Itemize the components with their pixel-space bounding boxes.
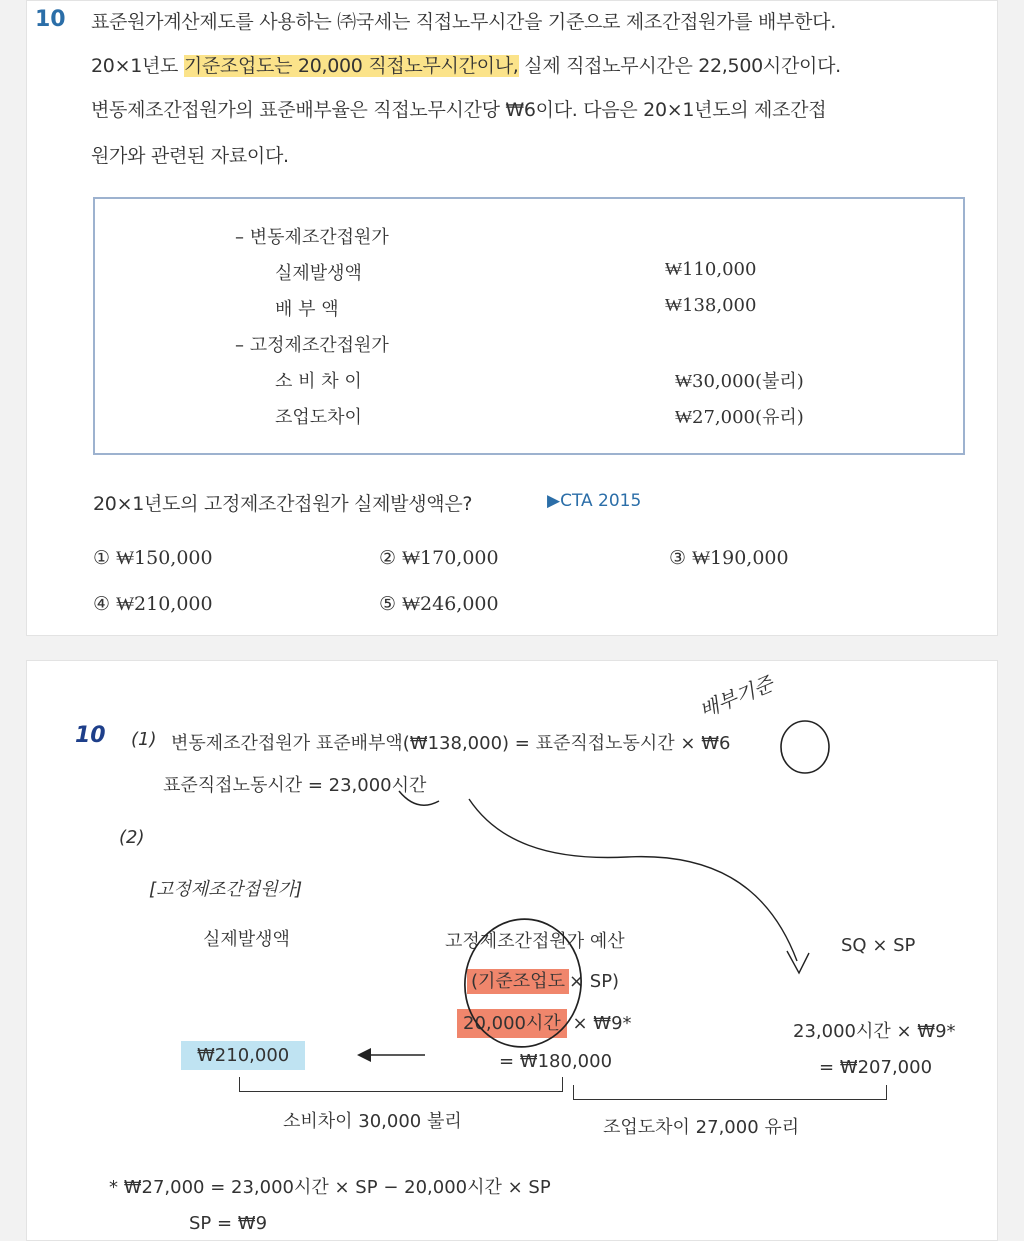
spending-variance-label: 소 비 차 이 <box>275 371 362 392</box>
option-2-value: ₩170,000 <box>402 547 499 569</box>
option-3-value: ₩190,000 <box>692 547 789 569</box>
question-line-4: 원가와 관련된 자료이다. <box>91 145 289 167</box>
highlight-oval-mark <box>457 912 590 1055</box>
option-1-value: ₩150,000 <box>116 547 213 569</box>
spending-variance-value: ₩30,000(불리) <box>675 371 804 392</box>
option-5-marker: ⑤ <box>379 593 397 615</box>
step-1-formula: 변동제조간접원가 표준배부액(₩138,000) = 표준직접노동시간 × ₩6 <box>171 733 731 754</box>
step-2-label: (2) <box>119 827 145 848</box>
question-line-2-end: 실제 직접노무시간은 22,500시간이다. <box>524 55 841 77</box>
variable-actual-value: ₩110,000 <box>665 259 757 280</box>
step-1-label: (1) <box>131 729 157 750</box>
question-line-3: 변동제조간접원가의 표준배부율은 직접노무시간당 ₩6이다. 다음은 20×1년도의 제조간접 <box>91 99 827 121</box>
col-applied-header: SQ × SP <box>841 935 916 956</box>
col-budget-header: 고정제조간접원가 예산 <box>445 931 625 952</box>
option-3-marker: ③ <box>669 547 687 569</box>
option-4-marker: ④ <box>93 593 111 615</box>
answer-card <box>26 660 998 1241</box>
base-hours-highlight-red: 20,000시간 <box>457 1009 567 1038</box>
option-2-marker: ② <box>379 547 397 569</box>
volume-variance-label: 조업도차이 <box>275 407 362 428</box>
base-volume-highlight-red: (기준조업도 <box>467 969 569 994</box>
variable-applied-label: 배 부 액 <box>275 299 339 320</box>
underline-scribble <box>399 791 439 805</box>
handwritten-note: 배부기준 <box>695 671 777 723</box>
base-volume-highlight: 기준조업도는 20,000 직접노무시간이나, <box>183 55 519 77</box>
option-1[interactable] <box>93 547 213 570</box>
question-line-2 <box>91 51 841 78</box>
variable-overhead-header: – 변동제조간접원가 <box>235 227 389 248</box>
option-1-marker: ① <box>93 547 111 569</box>
actual-amount-highlight: ₩210,000 <box>181 1041 305 1070</box>
question-line-2-start: 20×1년도 <box>91 55 179 77</box>
option-4-value: ₩210,000 <box>116 593 213 615</box>
answer-number: 10 <box>75 723 106 748</box>
option-3[interactable] <box>669 547 789 570</box>
handwritten-marks <box>27 661 997 1240</box>
budget-formula-rest: × SP) <box>568 971 620 992</box>
left-arrow-head <box>357 1048 371 1062</box>
option-5[interactable] <box>379 593 499 616</box>
source-tag: ▶CTA 2015 <box>547 491 642 511</box>
question-card <box>26 0 998 636</box>
fixed-overhead-header: – 고정제조간접원가 <box>235 335 389 356</box>
option-4[interactable] <box>93 593 213 616</box>
option-2[interactable] <box>379 547 499 570</box>
variable-actual-label: 실제발생액 <box>275 263 362 284</box>
footnote-sp: SP = ₩9 <box>189 1213 268 1234</box>
option-5-value: ₩246,000 <box>402 593 499 615</box>
arrow-head <box>787 951 809 973</box>
question-prompt: 20×1년도의 고정제조간접원가 실제발생액은? <box>93 493 473 515</box>
footnote-equation: * ₩27,000 = 23,000시간 × SP − 20,000시간 × SP <box>109 1177 551 1198</box>
data-box <box>93 197 965 455</box>
variable-applied-value: ₩138,000 <box>665 295 757 316</box>
spending-variance-result: 소비차이 30,000 불리 <box>283 1111 462 1132</box>
budget-hours-rest: × ₩9* <box>572 1013 632 1034</box>
section-title: [고정제조간접원가] <box>149 879 303 900</box>
applied-result: = ₩207,000 <box>819 1057 933 1078</box>
budget-result: = ₩180,000 <box>499 1051 613 1072</box>
volume-variance-value: ₩27,000(유리) <box>675 407 804 428</box>
question-number: 10 <box>35 7 66 32</box>
applied-formula: 23,000시간 × ₩9* <box>793 1021 956 1042</box>
arrow-path <box>469 799 797 961</box>
col-actual-header: 실제발생액 <box>203 929 290 950</box>
hours-circle-mark <box>781 721 829 773</box>
step-1-result: 표준직접노동시간 = 23,000시간 <box>163 775 427 796</box>
volume-variance-result: 조업도차이 27,000 유리 <box>603 1117 800 1138</box>
question-line-1: 표준원가계산제도를 사용하는 ㈜국세는 직접노무시간을 기준으로 제조간접원가를 배부한다. <box>91 11 836 33</box>
